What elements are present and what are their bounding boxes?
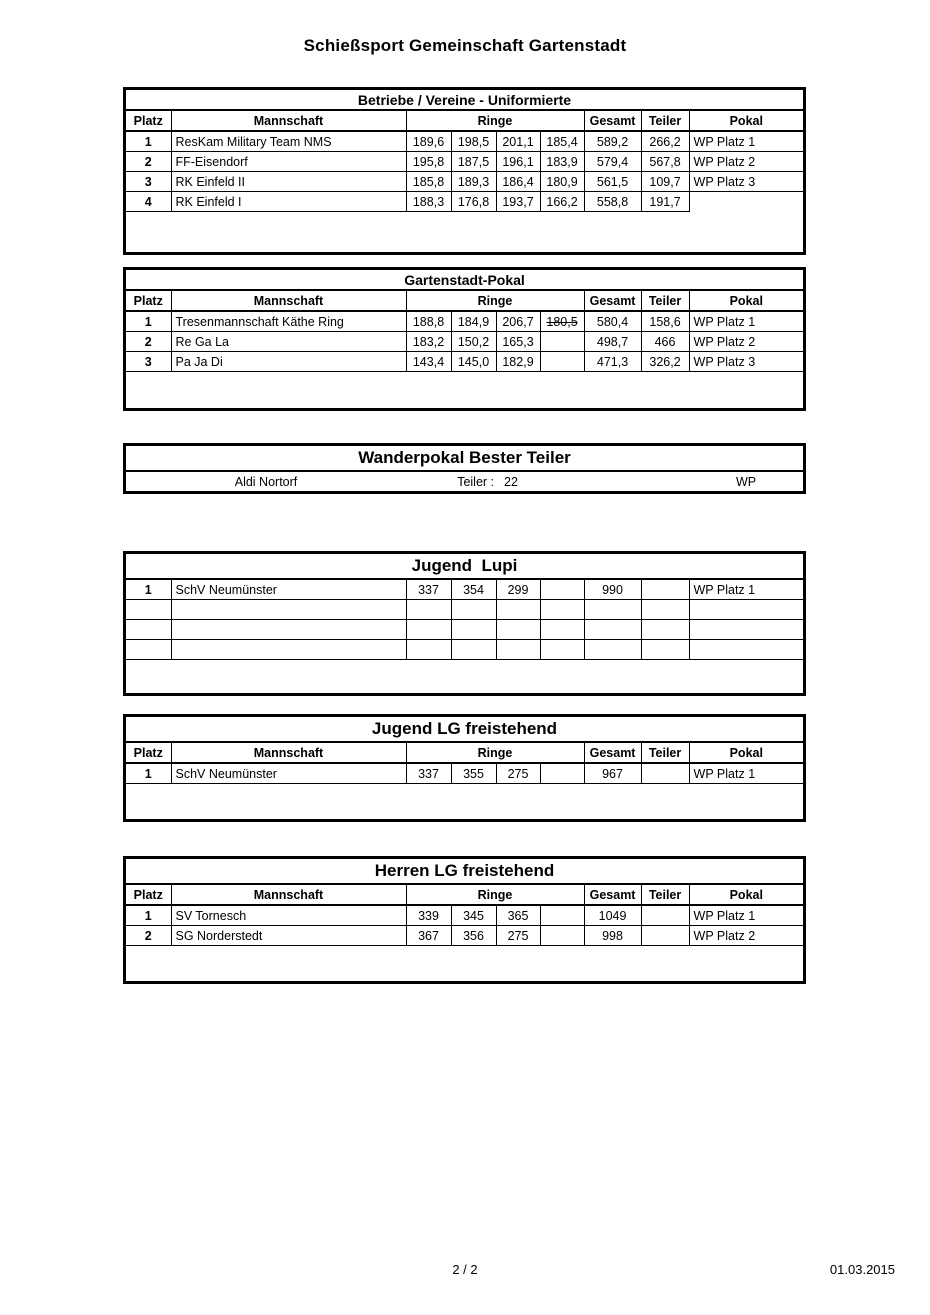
cell-pokal: WP Platz 3 bbox=[689, 172, 803, 192]
cell-pokal: WP Platz 3 bbox=[689, 352, 803, 372]
cell-pokal: WP Platz 1 bbox=[689, 311, 803, 332]
column-header-pokal: Pokal bbox=[689, 743, 803, 763]
cell-ring-2: 198,5 bbox=[451, 131, 496, 152]
cell-mannschaft: SchV Neumünster bbox=[171, 763, 406, 784]
cell-ring-4: 166,2 bbox=[540, 192, 584, 212]
results-table-jugend-lupi bbox=[123, 551, 806, 696]
cell-gesamt: 990 bbox=[584, 580, 641, 600]
column-header-ringe: Ringe bbox=[406, 743, 584, 763]
cell-ring-4 bbox=[540, 926, 584, 946]
cell-teiler: 158,6 bbox=[641, 311, 689, 332]
cell-gesamt: 1049 bbox=[584, 905, 641, 926]
cell-mannschaft: Tresenmannschaft Käthe Ring bbox=[171, 311, 406, 332]
header-row bbox=[126, 885, 803, 905]
cell-ring-2: 354 bbox=[451, 580, 496, 600]
cell-empty bbox=[584, 620, 641, 640]
cell-ring-2: 187,5 bbox=[451, 152, 496, 172]
cell-platz: 2 bbox=[126, 152, 171, 172]
table-title: Wanderpokal Bester Teiler bbox=[126, 446, 803, 472]
column-header-pokal: Pokal bbox=[689, 885, 803, 905]
cell-ring-1: 188,8 bbox=[406, 311, 451, 332]
cell-empty bbox=[584, 600, 641, 620]
cell-empty bbox=[689, 620, 803, 640]
cell-ring-2: 356 bbox=[451, 926, 496, 946]
cell-gesamt: 498,7 bbox=[584, 332, 641, 352]
cell-ring-4 bbox=[540, 352, 584, 372]
column-header-pokal: Pokal bbox=[689, 291, 803, 311]
table-row bbox=[126, 763, 803, 784]
cell-empty bbox=[451, 600, 496, 620]
cell-ring-4: 185,4 bbox=[540, 131, 584, 152]
cell-mannschaft: ResKam Military Team NMS bbox=[171, 131, 406, 152]
cell-platz: 3 bbox=[126, 352, 171, 372]
cell-ring-1: 143,4 bbox=[406, 352, 451, 372]
table-row bbox=[126, 332, 803, 352]
cell-gesamt: 471,3 bbox=[584, 352, 641, 372]
column-header-ringe: Ringe bbox=[406, 885, 584, 905]
cell-ring-3: 275 bbox=[496, 926, 540, 946]
cell-mannschaft: RK Einfeld II bbox=[171, 172, 406, 192]
column-header-platz: Platz bbox=[126, 743, 171, 763]
cell-pokal: WP bbox=[735, 474, 757, 489]
column-header-teiler: Teiler bbox=[641, 885, 689, 905]
table-title: Betriebe / Vereine - Uniformierte bbox=[126, 90, 803, 111]
column-header-gesamt: Gesamt bbox=[584, 743, 641, 763]
cell-platz: 4 bbox=[126, 192, 171, 212]
cell-empty bbox=[126, 600, 171, 620]
cell-ring-1: 188,3 bbox=[406, 192, 451, 212]
table-row bbox=[126, 152, 803, 172]
cell-empty bbox=[540, 620, 584, 640]
results-grid bbox=[126, 743, 803, 784]
column-header-platz: Platz bbox=[126, 291, 171, 311]
cell-teiler-label: Teiler : bbox=[457, 474, 495, 489]
cell-teiler bbox=[641, 580, 689, 600]
table-row bbox=[126, 192, 803, 212]
table-title: Jugend LG freistehend bbox=[126, 717, 803, 743]
cell-empty bbox=[496, 640, 540, 660]
cell-ring-4: 180,9 bbox=[540, 172, 584, 192]
cell-ring-3: 365 bbox=[496, 905, 540, 926]
table-title: Herren LG freistehend bbox=[126, 859, 803, 885]
column-header-teiler: Teiler bbox=[641, 111, 689, 131]
cell-empty bbox=[171, 600, 406, 620]
cell-ring-2: 184,9 bbox=[451, 311, 496, 332]
column-header-pokal: Pokal bbox=[689, 111, 803, 131]
cell-empty bbox=[540, 640, 584, 660]
cell-pokal: WP Platz 2 bbox=[689, 152, 803, 172]
table-row bbox=[126, 580, 803, 600]
cell-empty bbox=[126, 620, 171, 640]
table-row bbox=[126, 311, 803, 332]
cell-ring-2: 176,8 bbox=[451, 192, 496, 212]
cell-pokal: WP Platz 1 bbox=[689, 580, 803, 600]
cell-ring-2: 189,3 bbox=[451, 172, 496, 192]
cell-gesamt: 561,5 bbox=[584, 172, 641, 192]
column-header-mannschaft: Mannschaft bbox=[171, 743, 406, 763]
column-header-platz: Platz bbox=[126, 111, 171, 131]
cell-empty bbox=[641, 620, 689, 640]
cell-empty bbox=[641, 600, 689, 620]
cell-ring-1: 339 bbox=[406, 905, 451, 926]
cell-platz: 1 bbox=[126, 580, 171, 600]
column-header-gesamt: Gesamt bbox=[584, 885, 641, 905]
cell-ring-3: 193,7 bbox=[496, 192, 540, 212]
results-grid bbox=[126, 885, 803, 946]
cell-empty bbox=[451, 640, 496, 660]
cell-ring-3: 182,9 bbox=[496, 352, 540, 372]
cell-mannschaft: Re Ga La bbox=[171, 332, 406, 352]
cell-gesamt: 589,2 bbox=[584, 131, 641, 152]
header-row bbox=[126, 291, 803, 311]
empty-row bbox=[126, 620, 803, 640]
cell-teiler: 466 bbox=[641, 332, 689, 352]
cell-pokal bbox=[689, 192, 803, 212]
column-header-ringe: Ringe bbox=[406, 111, 584, 131]
cell-ring-1: 337 bbox=[406, 580, 451, 600]
cell-mannschaft: SV Tornesch bbox=[171, 905, 406, 926]
cell-empty bbox=[540, 472, 689, 491]
table-row bbox=[126, 472, 803, 491]
cell-ring-1: 337 bbox=[406, 763, 451, 784]
cell-mannschaft: SchV Neumünster bbox=[171, 580, 406, 600]
column-header-teiler: Teiler bbox=[641, 743, 689, 763]
page-title: Schießsport Gemeinschaft Gartenstadt bbox=[303, 36, 627, 55]
column-header-mannschaft: Mannschaft bbox=[171, 291, 406, 311]
cell-mannschaft: SG Norderstedt bbox=[171, 926, 406, 946]
cell-platz: 2 bbox=[126, 332, 171, 352]
cell-pokal: WP Platz 1 bbox=[689, 131, 803, 152]
cell-teiler bbox=[641, 926, 689, 946]
page-number: 2 / 2 bbox=[452, 1262, 478, 1277]
cell-teiler-value: 22 bbox=[504, 474, 518, 489]
cell-empty bbox=[126, 640, 171, 660]
header-row bbox=[126, 743, 803, 763]
cell-teiler: 567,8 bbox=[641, 152, 689, 172]
results-grid bbox=[126, 580, 803, 660]
cell-ring-3: 275 bbox=[496, 763, 540, 784]
table-row bbox=[126, 905, 803, 926]
column-header-mannschaft: Mannschaft bbox=[171, 111, 406, 131]
cell-ring-3: 206,7 bbox=[496, 311, 540, 332]
cell-empty bbox=[171, 620, 406, 640]
cell-empty bbox=[406, 620, 451, 640]
cell-gesamt: 579,4 bbox=[584, 152, 641, 172]
empty-area bbox=[126, 660, 803, 693]
table-row bbox=[126, 352, 803, 372]
empty-area bbox=[126, 212, 803, 252]
cell-ring-1: 185,8 bbox=[406, 172, 451, 192]
cell-mannschaft: RK Einfeld I bbox=[171, 192, 406, 212]
table-row bbox=[126, 172, 803, 192]
cell-ring-2: 145,0 bbox=[451, 352, 496, 372]
cell-ring-1: 195,8 bbox=[406, 152, 451, 172]
cell-empty bbox=[171, 640, 406, 660]
cell-gesamt: 998 bbox=[584, 926, 641, 946]
cell-ring-1: 183,2 bbox=[406, 332, 451, 352]
column-header-platz: Platz bbox=[126, 885, 171, 905]
document-date: 01.03.2015 bbox=[829, 1262, 895, 1277]
cell-winner-name: Aldi Nortorf bbox=[234, 474, 298, 489]
cell-ring-1: 367 bbox=[406, 926, 451, 946]
column-header-ringe: Ringe bbox=[406, 291, 584, 311]
results-table-betriebe-vereine bbox=[123, 87, 806, 255]
cell-teiler: 109,7 bbox=[641, 172, 689, 192]
results-table-gartenstadt-pokal bbox=[123, 267, 806, 411]
results-grid bbox=[126, 291, 803, 372]
cell-empty bbox=[584, 640, 641, 660]
cell-platz: 1 bbox=[126, 763, 171, 784]
empty-area bbox=[126, 946, 803, 981]
cell-teiler: 191,7 bbox=[641, 192, 689, 212]
cell-ring-4 bbox=[540, 905, 584, 926]
cell-mannschaft: FF-Eisendorf bbox=[171, 152, 406, 172]
cell-platz: 1 bbox=[126, 311, 171, 332]
results-table-jugend-lg bbox=[123, 714, 806, 822]
column-header-teiler: Teiler bbox=[641, 291, 689, 311]
cell-teiler: 326,2 bbox=[641, 352, 689, 372]
cell-pokal: WP Platz 2 bbox=[689, 332, 803, 352]
cell-ring-4: 183,9 bbox=[540, 152, 584, 172]
cell-gesamt: 967 bbox=[584, 763, 641, 784]
cell-empty bbox=[451, 620, 496, 640]
wanderpokal-row-grid bbox=[126, 472, 803, 491]
cell-ring-3: 196,1 bbox=[496, 152, 540, 172]
table-title: Gartenstadt-Pokal bbox=[126, 270, 803, 291]
cell-ring-4-struck: 180,5 bbox=[540, 311, 584, 332]
column-header-gesamt: Gesamt bbox=[584, 291, 641, 311]
results-grid bbox=[126, 111, 803, 212]
cell-pokal: WP Platz 1 bbox=[689, 763, 803, 784]
cell-mannschaft: Pa Ja Di bbox=[171, 352, 406, 372]
cell-teiler: 266,2 bbox=[641, 131, 689, 152]
cell-empty bbox=[406, 640, 451, 660]
cell-empty bbox=[689, 640, 803, 660]
table-row bbox=[126, 926, 803, 946]
cell-platz: 1 bbox=[126, 131, 171, 152]
cell-ring-4 bbox=[540, 332, 584, 352]
cell-platz: 1 bbox=[126, 905, 171, 926]
cell-empty bbox=[496, 620, 540, 640]
cell-ring-3: 165,3 bbox=[496, 332, 540, 352]
cell-ring-2: 345 bbox=[451, 905, 496, 926]
empty-area bbox=[126, 784, 803, 819]
cell-ring-4 bbox=[540, 763, 584, 784]
cell-ring-2: 355 bbox=[451, 763, 496, 784]
cell-empty bbox=[496, 600, 540, 620]
cell-teiler bbox=[641, 763, 689, 784]
cell-pokal: WP Platz 2 bbox=[689, 926, 803, 946]
cell-empty bbox=[406, 600, 451, 620]
cell-platz: 3 bbox=[126, 172, 171, 192]
cell-ring-4 bbox=[540, 580, 584, 600]
column-header-gesamt: Gesamt bbox=[584, 111, 641, 131]
cell-empty bbox=[540, 600, 584, 620]
empty-row bbox=[126, 600, 803, 620]
cell-empty bbox=[689, 600, 803, 620]
cell-pokal: WP Platz 1 bbox=[689, 905, 803, 926]
cell-teiler bbox=[641, 905, 689, 926]
table-title: Jugend Lupi bbox=[126, 554, 803, 580]
cell-ring-3: 201,1 bbox=[496, 131, 540, 152]
results-table-herren-lg bbox=[123, 856, 806, 984]
cell-gesamt: 580,4 bbox=[584, 311, 641, 332]
wanderpokal-table bbox=[123, 443, 806, 494]
cell-ring-3: 186,4 bbox=[496, 172, 540, 192]
table-row bbox=[126, 131, 803, 152]
cell-ring-1: 189,6 bbox=[406, 131, 451, 152]
cell-platz: 2 bbox=[126, 926, 171, 946]
cell-ring-2: 150,2 bbox=[451, 332, 496, 352]
cell-empty bbox=[641, 640, 689, 660]
header-row bbox=[126, 111, 803, 131]
cell-gesamt: 558,8 bbox=[584, 192, 641, 212]
empty-row bbox=[126, 640, 803, 660]
cell-ring-3: 299 bbox=[496, 580, 540, 600]
column-header-mannschaft: Mannschaft bbox=[171, 885, 406, 905]
empty-area bbox=[126, 372, 803, 408]
